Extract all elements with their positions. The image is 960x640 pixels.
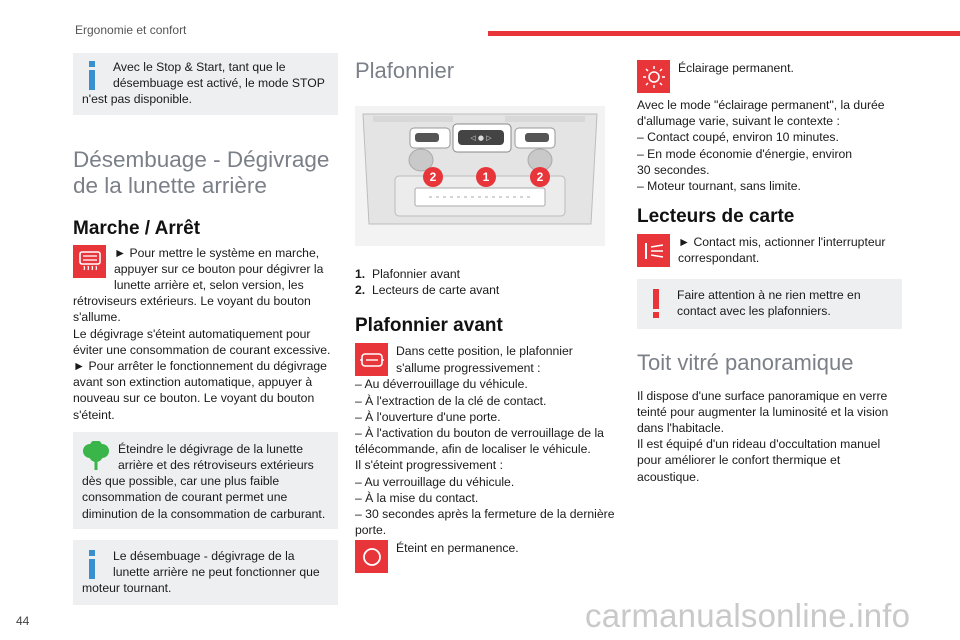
warning-text: Faire attention à ne rien mettre en contact avec les plafonniers.	[677, 288, 861, 319]
on-list-item: – À l'activation du bouton de verrouillage de la télécommande, afin de localiser le véhicule.	[355, 425, 620, 457]
column-left	[73, 52, 338, 605]
figure-label-1: 1	[476, 167, 496, 187]
eco-note-text: Éteindre le dégivrage de la lunette arrière et des rétroviseurs extérieurs dès que possible, car une plus faible consommation de courant permet une diminution de la consommation de carburant.	[82, 441, 326, 521]
off-permanent-text: Éteint en permanence.	[396, 541, 519, 556]
note-text: Le désembuage - dégivrage de la lunette arrière ne peut fonctionner que moteur tournant.	[82, 548, 320, 596]
permanent-desc: Avec le mode "éclairage permanent", la durée d'allumage varie, suivant le contexte :	[637, 98, 885, 129]
section-header: Ergonomie et confort	[75, 23, 187, 37]
sun-light-icon	[637, 60, 670, 93]
page-number: 44	[16, 614, 30, 628]
ceiling-light-intro: Dans cette position, le plafonnier s'allume progressivement :	[396, 344, 573, 375]
figure-legend	[355, 266, 620, 298]
eco-note	[73, 432, 338, 529]
off-list-item: – À la mise du contact.	[355, 490, 620, 506]
off-intro: Il s'éteint progressivement :	[355, 458, 503, 473]
perm-list-item: – Contact coupé, environ 10 minutes.	[637, 129, 902, 145]
legend-item: 2. Lecteurs de carte avant	[355, 283, 500, 298]
eco-leaf-icon	[82, 441, 110, 471]
subtitle-on-off: Marche / Arrêt	[73, 217, 201, 239]
watermark-text: carmanualsonline.info	[585, 597, 911, 634]
on-list-item: – À l'extraction de la clé de contact.	[355, 393, 620, 409]
door-light-icon	[355, 343, 388, 376]
off-circle-icon	[355, 540, 388, 573]
column-middle	[355, 52, 620, 573]
info-icon	[85, 59, 105, 91]
section-title-ceiling-light: Plafonnier	[355, 58, 455, 83]
subtitle-front-ceiling-light: Plafonnier avant	[355, 315, 503, 337]
note-text: Avec le Stop & Start, tant que le désembuage est activé, le mode STOP n'est pas disponible.	[82, 60, 325, 107]
ceiling-light-figure	[355, 106, 605, 246]
defrost-auto-off-text: Le dégivrage s'éteint automatiquement pour éviter une consommation de courant excessive.	[73, 326, 331, 357]
roof-paragraph: Il dispose d'une surface panoramique en verre teinté pour augmenter la luminosité et la vision dans l'habitacle.	[637, 388, 889, 436]
off-list-item: – Au verrouillage du véhicule.	[355, 474, 620, 490]
perm-list-item: – En mode économie d'énergie, environ 30 secondes.	[637, 146, 857, 178]
rear-defrost-icon	[73, 245, 106, 278]
perm-list-item: – Moteur tournant, sans limite.	[637, 178, 902, 194]
on-list-item: – À l'ouverture d'une porte.	[355, 409, 620, 425]
warning-icon	[649, 287, 669, 319]
column-right	[637, 52, 902, 485]
map-reader-text: ► Contact mis, actionner l'interrupteur correspondant.	[678, 235, 886, 266]
header-accent-bar	[488, 31, 960, 36]
roof-paragraph: Il est équipé d'un rideau d'occultation manuel pour améliorer le confort thermique et acoustique.	[637, 437, 881, 484]
legend-item: 1. Plafonnier avant	[355, 267, 461, 281]
figure-label-2-left: 2	[423, 167, 443, 187]
defrost-stop-text: ► Pour arrêter le fonctionnement du dégivrage avant son extinction automatique, appuyer à nouveau sur ce bouton. Le voyant du bouton s'éteint.	[73, 359, 327, 422]
figure-label-2-right: 2	[530, 167, 550, 187]
off-list-item: – 30 secondes après la fermeture de la dernière porte.	[355, 506, 620, 538]
defrost-on-text: ► Pour mettre le système en marche, appuyer sur ce bouton pour dégivrer la lunette arrière et, selon version, les rétroviseurs extérieurs. Le voyant du bouton s'allume.	[73, 245, 324, 325]
subtitle-map-readers: Lecteurs de carte	[637, 206, 795, 228]
map-reader-icon	[637, 234, 670, 267]
info-note-stop-start	[73, 53, 338, 115]
on-list-item: – Au déverrouillage du véhicule.	[355, 376, 620, 392]
section-title-defrost: Désembuage - Dégivrage de la lunette arrière	[73, 146, 330, 198]
warning-note	[637, 279, 902, 328]
info-note-engine	[73, 540, 338, 606]
svg-text:◁ ● ▷: ◁ ● ▷	[470, 134, 492, 142]
permanent-light-text: Éclairage permanent.	[678, 61, 794, 75]
info-icon	[85, 548, 105, 580]
section-title-panoramic-roof: Toit vitré panoramique	[637, 349, 854, 375]
